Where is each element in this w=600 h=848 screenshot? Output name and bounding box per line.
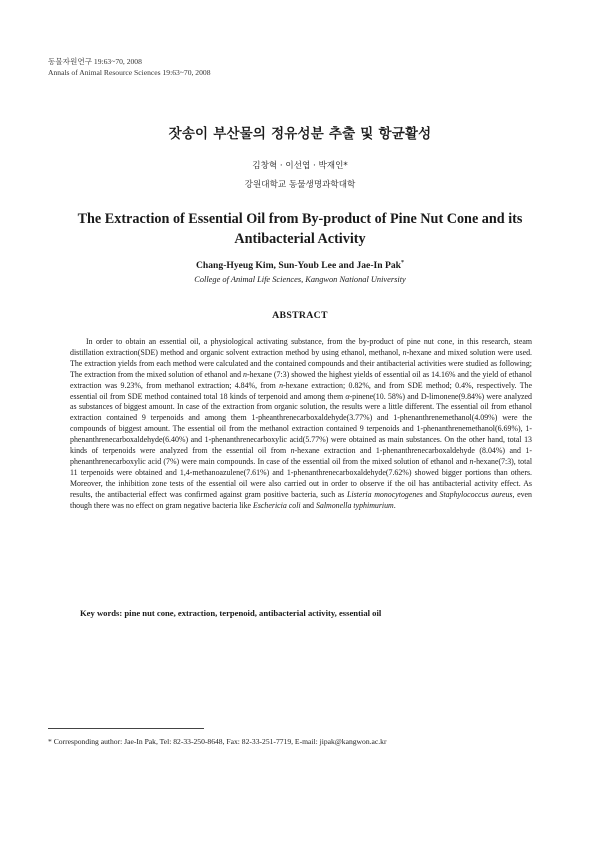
abstract-alpha: α	[345, 391, 350, 401]
abstract-italic-n-4: n	[290, 446, 295, 456]
korean-authors: 김창혁 · 이선엽 · 박재인*	[252, 161, 348, 171]
abstract-body	[70, 337, 532, 512]
keywords: Key words: pine nut cone, extraction, terpenoid, antibacterial activity, essential oil	[80, 608, 382, 618]
abstract-text-4: -hexane extraction; 0.82%, and from SDE method; 0.4%, respectively. The essential oil from SDE method contained total 18 kinds of terpenoid and among them	[70, 380, 532, 401]
abstract-text-1: In order to obtain an essential oil, a physiological activating substance, from the by-product of pine nut cone, in this research, steam distillation extraction(SDE) method and organic solvent extraction method by using ethanol, methanol,	[70, 337, 532, 357]
journal-english: Annals of Animal Resource Sciences 19:63~70, 2008	[48, 68, 211, 77]
abstract-italic-n-3: n	[279, 380, 284, 390]
abstract-italic-n-2: n	[243, 369, 247, 379]
abstract-text-7: -hexane(7:3), total 11 terpenoids were obtained and 1,4-methanoazulene(7.61%) and 1-phenanthrenecarboxaldehyde(7.62%) showed bigger portions than others. Moreover, the inhibition zone tests of the essential oil were also carried out in order to observe if the oil has antibacterial activity effect. As results, the antibacterial effect was confirmed against gram positive bacteria, such as	[70, 456, 533, 499]
species-listeria: Listeria monocytogenes	[347, 489, 423, 499]
english-affiliation: College of Animal Life Sciences, Kangwon National University	[194, 275, 406, 284]
species-salmonella: Salmonella typhimurium	[315, 500, 394, 510]
korean-title: 잣송이 부산물의 정유성분 추출 및 항균활성	[168, 126, 432, 142]
abstract-text-6: -hexane extraction and 1-phenanthrenecarboxaldehyde (8.04%) and 1-phenanthrenecarboxylic acid (7%) were main compounds. In case of the essential oil from the mixed solution of ethanol and	[70, 446, 532, 466]
abstract-text-5: -pinene(10. 58%) and D-limonene(9.84%) were analyzed as substances of biggest amount. In case of the extraction from organic solution, the results were a little different. The essential oil from ethanol extraction contained 9 terpenoids and among them 1-pheanthrenecarboxaldehyde(3.77%) and 1-phenanthrenemethanol(4.09%) were the compounds of biggest amount. The essential oil from the methanol extraction contained 9 terpenoids and 1-phenanthrenemethanol(6.69%), 1-phenanthrenecarboxaldehyde(6.40%) and 1-phenanthrenecarboxylic acid(5.77%) were obtained as main substances. On the other hand, total 13 kinds of terpenoids were analyzed from the essential oil from	[70, 391, 532, 456]
corresponding-author-footnote: * Corresponding author: Jae-In Pak, Tel: 82-33-250-8648, Fax: 82-33-251-7719, E-mail: jipak@kangwon.ac.kr	[48, 737, 387, 746]
journal-info	[48, 56, 211, 78]
abstract-text-9: , even though there was no effect on gram negative bacteria like	[70, 489, 532, 510]
abstract-text-10: and	[300, 500, 316, 510]
english-title: The Extraction of Essential Oil from By-product of Pine Nut Cone and its Antibacterial Activity	[77, 211, 523, 247]
journal-korean: 동물자원연구 19:63~70, 2008	[48, 57, 142, 66]
abstract-text-11: .	[393, 500, 396, 510]
abstract-italic-n-1: n	[402, 347, 407, 357]
abstract-text-8: and	[422, 489, 440, 499]
abstract-heading: ABSTRACT	[272, 310, 328, 321]
korean-affiliation: 강원대학교 동물생명과학대학	[244, 180, 356, 190]
abstract-text-3: -hexane (7:3) showed the highest yields of essential oil as 14.16% and the yield of ethanol extraction was 9.23%, from methanol extraction; 4.84%, from	[70, 369, 532, 390]
english-authors-names: Chang-Hyeug Kim, Sun-Youb Lee and Jae-In Pak	[196, 260, 401, 272]
species-staphylococcus: Staphylococcus aureus	[439, 489, 513, 499]
footnote-divider	[48, 728, 204, 729]
english-authors	[0, 260, 600, 271]
corresponding-mark: *	[400, 260, 404, 266]
species-eschericia: Eschericia coli	[253, 500, 301, 510]
abstract-italic-n-5: n	[469, 456, 474, 466]
abstract-text-2: -hexane and mixed solution were used. The extraction yields from each method were calculated and the contained compounds and their antibacterial activities were studied as following; The extraction from the mixed solution of ethanol and	[70, 347, 532, 379]
